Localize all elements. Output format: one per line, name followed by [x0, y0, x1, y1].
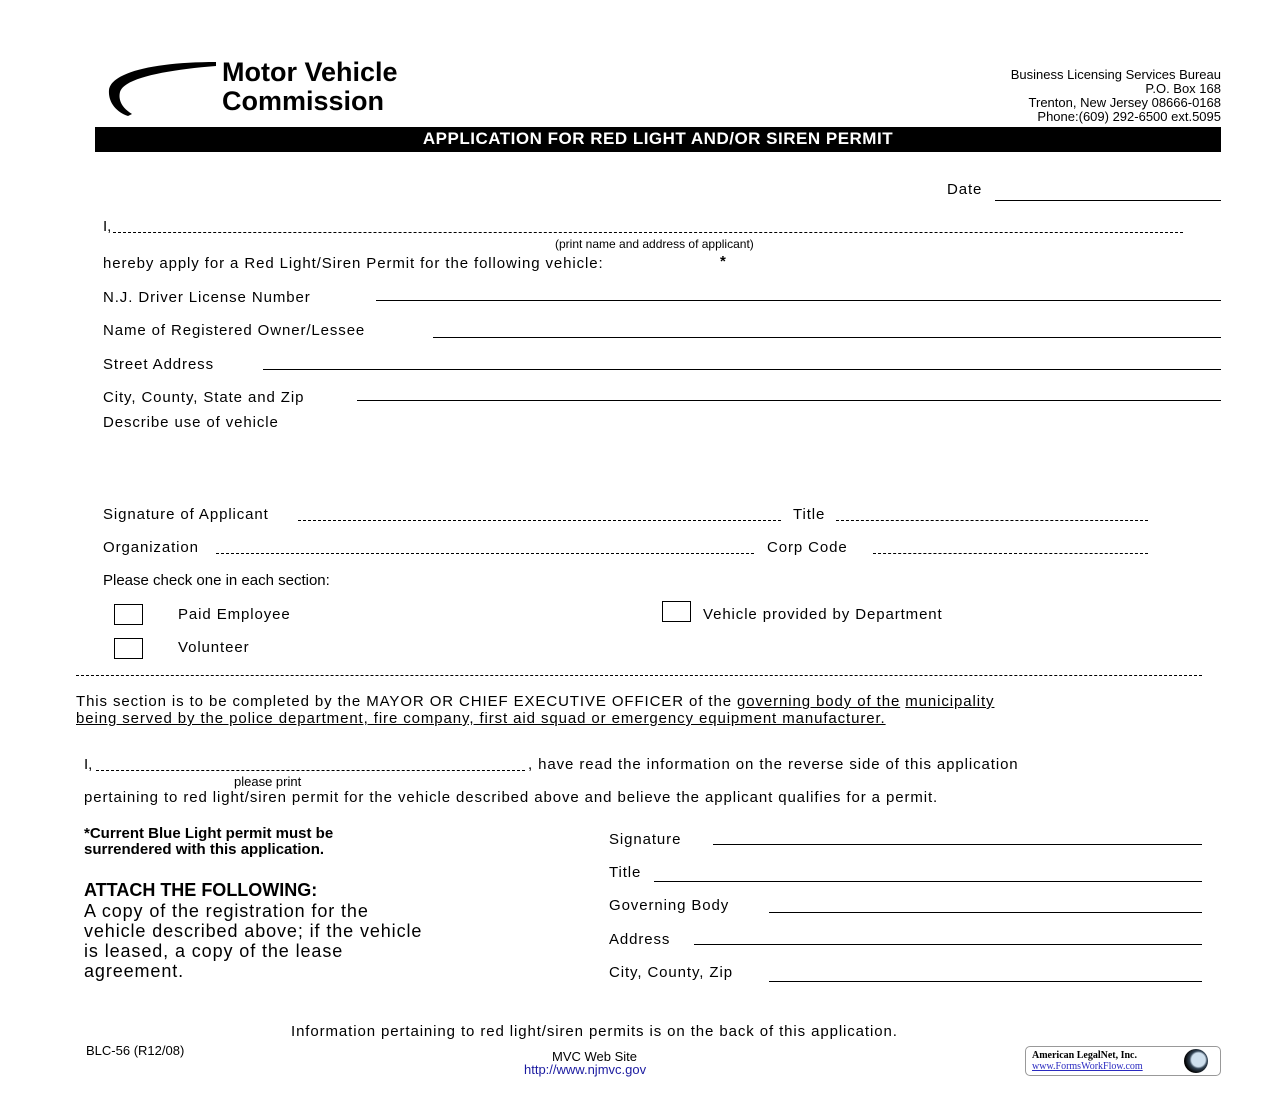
use-label: Describe use of vehicle — [103, 414, 279, 431]
volunteer-checkbox[interactable] — [114, 638, 143, 659]
title-label: Title — [793, 506, 826, 523]
mayor-title-label: Title — [609, 864, 642, 881]
address-line: Phone:(609) 292-6500 ext.5095 — [1037, 109, 1221, 124]
mayor-address-label: Address — [609, 931, 671, 948]
blue-light-note — [84, 826, 333, 858]
owner-label: Name of Registered Owner/Lessee — [103, 322, 366, 339]
corp-label: Corp Code — [767, 539, 848, 556]
cut-line-divider — [76, 675, 1202, 676]
apply-text: hereby apply for a Red Light/Siren Permit for the following vehicle: — [103, 255, 604, 272]
web-label: MVC Web Site — [552, 1049, 638, 1064]
date-label: Date — [947, 181, 983, 198]
brand-line1: Motor Vehicle — [222, 57, 398, 87]
attach-text — [84, 901, 422, 981]
check-prompt: Please check one in each section: — [103, 572, 330, 589]
mayor-i-label: I, — [84, 756, 93, 773]
address-line: Business Licensing Services Bureau — [1010, 67, 1221, 82]
address-line: Trenton, New Jersey 08666-0168 — [1028, 95, 1221, 110]
mayor-intro — [76, 693, 994, 710]
governing-body-field[interactable] — [769, 912, 1202, 913]
badge-url: www.FormsWorkFlow.com — [1032, 1061, 1143, 1072]
intro-text: This section is to be completed by the MAYOR OR CHIEF EXECUTIVE OFFICER of the — [76, 693, 738, 710]
address-line: P.O. Box 168 — [1145, 81, 1221, 96]
form-title: APPLICATION FOR RED LIGHT AND/OR SIREN PERMIT — [95, 127, 1221, 152]
intro-underlined: municipality — [905, 693, 995, 710]
mayor-intro-line2: being served by the police department, fire company, first aid squad or emergency equipment manufacturer. — [76, 710, 886, 727]
asterisk: * — [720, 253, 726, 270]
volunteer-label: Volunteer — [178, 639, 250, 656]
print-caption: (print name and address of applicant) — [555, 237, 754, 251]
street-label: Street Address — [103, 356, 214, 373]
footer-info: Information pertaining to red light/siren permits is on the back of this application. — [291, 1023, 898, 1040]
badge-name: American LegalNet, Inc. — [1032, 1050, 1137, 1061]
mvc-logo-icon — [106, 60, 218, 118]
attach-line: vehicle described above; if the vehicle — [84, 921, 423, 941]
web-link[interactable]: http://www.njmvc.gov — [524, 1062, 647, 1077]
attach-heading: ATTACH THE FOLLOWING: — [84, 880, 318, 900]
brand-line2: Commission — [222, 86, 385, 116]
bureau-address — [1011, 68, 1221, 124]
attach-line: agreement. — [84, 961, 185, 981]
note-line: surrendered with this application. — [84, 841, 325, 858]
org-label: Organization — [103, 539, 199, 556]
applicant-name-field[interactable] — [113, 232, 1183, 233]
signature-field[interactable] — [298, 520, 781, 521]
license-field[interactable] — [376, 300, 1221, 301]
org-field[interactable] — [216, 553, 754, 554]
corp-field[interactable] — [873, 553, 1148, 554]
title-field[interactable] — [836, 520, 1148, 521]
city-label: City, County, State and Zip — [103, 389, 305, 406]
attach-line: is leased, a copy of the lease — [84, 941, 344, 961]
mayor-signature-field[interactable] — [713, 844, 1202, 845]
paid-employee-label: Paid Employee — [178, 606, 291, 623]
department-vehicle-checkbox[interactable] — [662, 601, 691, 622]
pertaining-text: pertaining to red light/siren permit for the vehicle described above and believe the applicant qualifies for a permit. — [84, 789, 939, 806]
mayor-city-field[interactable] — [769, 981, 1202, 982]
governing-body-label: Governing Body — [609, 897, 730, 914]
note-line: *Current Blue Light permit must be — [84, 825, 334, 842]
mayor-address-field[interactable] — [694, 944, 1202, 945]
intro-underlined: governing body of the — [737, 693, 901, 710]
legalnet-badge[interactable] — [1025, 1046, 1221, 1076]
mayor-name-field[interactable] — [96, 770, 525, 771]
form-number: BLC-56 (R12/08) — [86, 1043, 185, 1058]
street-field[interactable] — [263, 369, 1221, 370]
owner-field[interactable] — [433, 337, 1221, 338]
paid-employee-checkbox[interactable] — [114, 604, 143, 625]
attach-line: A copy of the registration for the — [84, 901, 369, 921]
please-print-caption: please print — [234, 774, 302, 789]
mayor-city-label: City, County, Zip — [609, 964, 733, 981]
city-field[interactable] — [357, 400, 1221, 401]
applicant-i-label: I, — [103, 218, 112, 235]
date-field[interactable] — [995, 200, 1221, 201]
license-label: N.J. Driver License Number — [103, 289, 311, 306]
use-field[interactable] — [103, 434, 1221, 494]
globe-icon — [1184, 1049, 1208, 1073]
mayor-signature-label: Signature — [609, 831, 682, 848]
signature-label: Signature of Applicant — [103, 506, 269, 523]
mayor-title-field[interactable] — [654, 881, 1202, 882]
read-text: , have read the information on the reverse side of this application — [528, 756, 1019, 773]
department-vehicle-label: Vehicle provided by Department — [703, 606, 943, 623]
